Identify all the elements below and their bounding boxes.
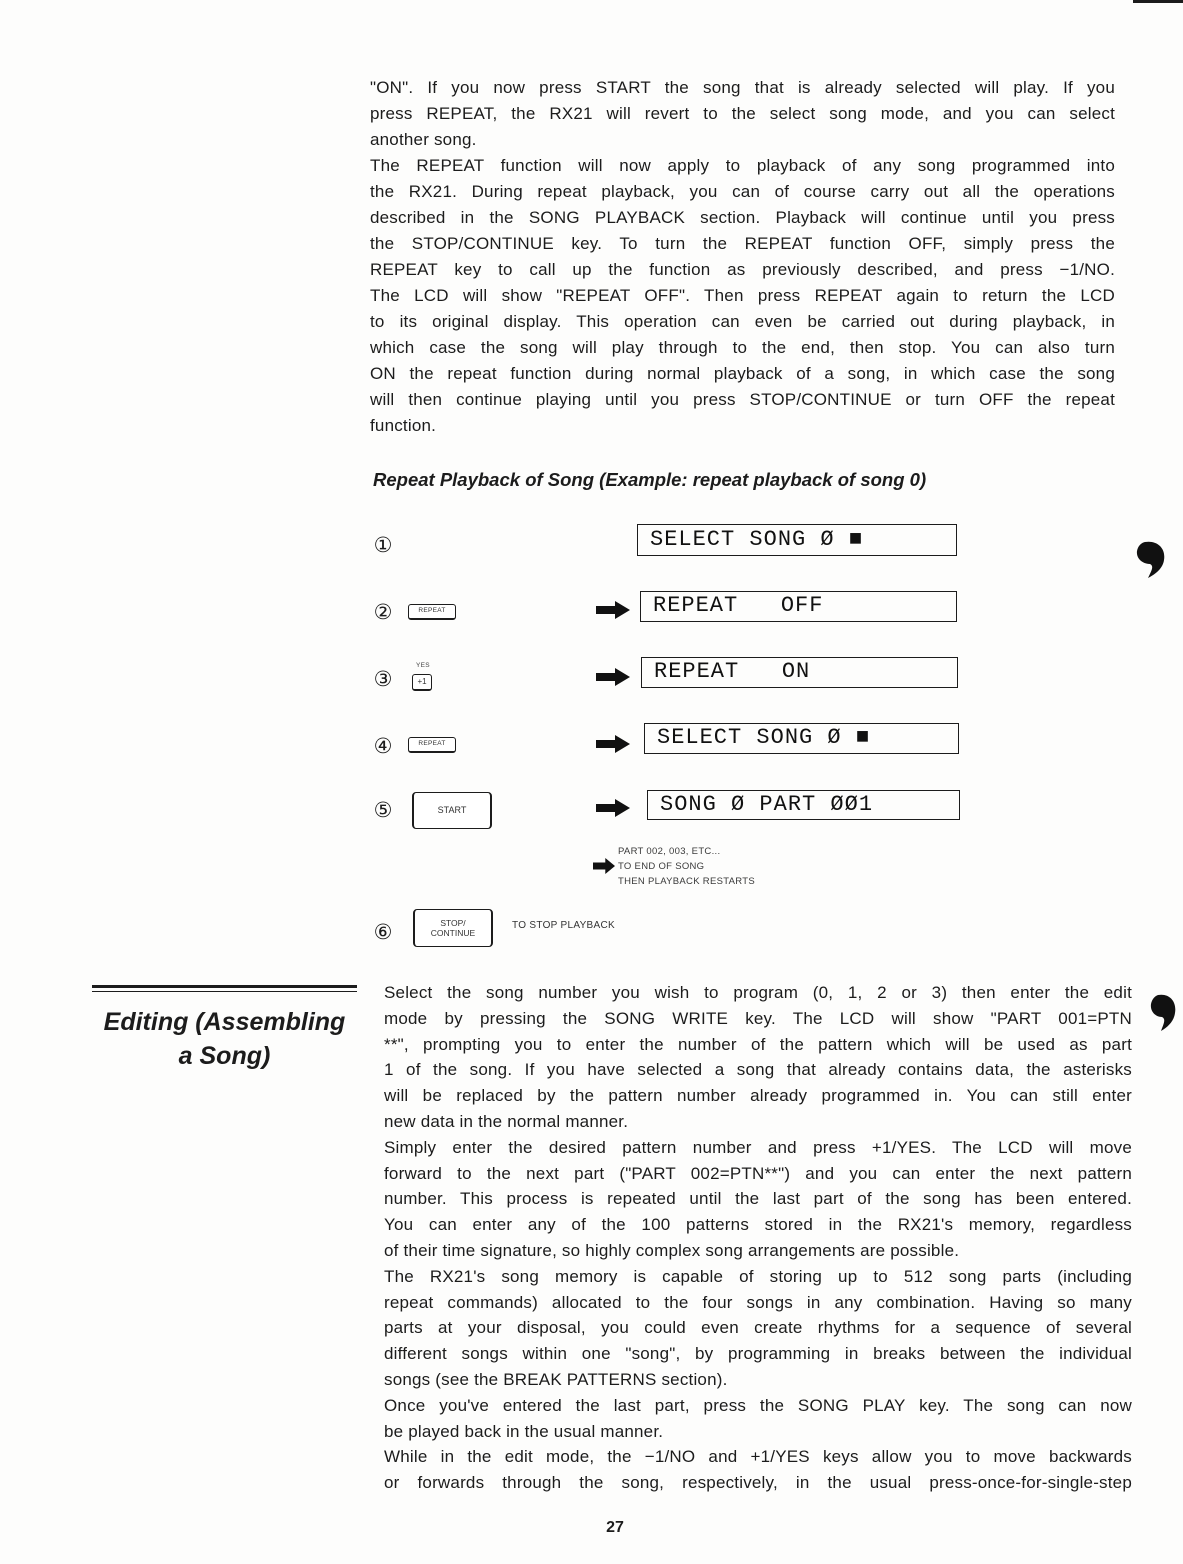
key-label: REPEAT <box>418 740 446 748</box>
text-line: different songs within one "song", by programming in breaks between the individual <box>384 1344 1132 1364</box>
editing-paragraph <box>384 980 1132 1135</box>
editing-paragraph <box>384 1264 1132 1393</box>
text-line: Once you've entered the last part, press the SONG PLAY key. The song can now <box>384 1395 1132 1415</box>
text-line: be played back in the usual manner. <box>384 1421 664 1441</box>
text-line: repeat commands) allocated to the four songs in any combination. Having so many <box>384 1292 1132 1312</box>
text-line: another song. <box>370 130 477 149</box>
step-marker-5: ⑤ <box>373 798 393 822</box>
text-line: songs (see the BREAK PATTERNS section). <box>384 1369 728 1389</box>
playback-note-line: TO END OF SONG <box>618 861 705 872</box>
section-heading-line: Editing (Assembling <box>103 1008 346 1036</box>
playback-note-line: THEN PLAYBACK RESTARTS <box>618 876 755 887</box>
text-line: to its original display. This operation can even be carried out during playback, in <box>370 312 1115 331</box>
text-line: The RX21's song memory is capable of storing up to 512 song parts (including <box>384 1266 1132 1286</box>
repeat-key-illustration <box>408 604 456 620</box>
text-line: of their time signature, so highly complex song arrangements are possible. <box>384 1240 960 1260</box>
page-number: 27 <box>606 1519 624 1536</box>
section-divider <box>92 991 357 992</box>
editing-paragraph <box>384 1444 1132 1496</box>
stop-playback-note: TO STOP PLAYBACK <box>512 920 615 931</box>
section-heading-line: a Song) <box>178 1042 271 1070</box>
text-line: the RX21. During repeat playback, you can of course carry out all the operations <box>370 182 1115 201</box>
step-marker-3: ③ <box>373 667 393 691</box>
lcd-display: SELECT SONG Ø ■ <box>644 723 959 754</box>
text-line: new data in the normal manner. <box>384 1111 629 1131</box>
text-line: The LCD will show "REPEAT OFF". Then press REPEAT again to return the LCD <box>370 286 1115 305</box>
right-arrow-icon <box>596 735 630 753</box>
text-line: "ON". If you now press START the song that is already selected will play. If you <box>370 78 1115 97</box>
text-line: REPEAT key to call up the function as previously described, and press −1/NO. <box>370 260 1115 279</box>
text-line: **", prompting you to enter the number of the pattern which will be used as part <box>384 1034 1132 1054</box>
step-marker-6: ⑥ <box>373 920 393 944</box>
right-arrow-icon <box>596 668 630 686</box>
right-arrow-icon <box>596 601 630 619</box>
step-marker-4: ④ <box>373 734 393 758</box>
text-line: The REPEAT function will now apply to playback of any song programmed into <box>370 156 1115 175</box>
text-line: or forwards through the song, respectively, in the usual press-once-for-single-step <box>384 1473 1132 1493</box>
key-label: START <box>437 805 467 815</box>
repeat-key-illustration <box>408 737 456 753</box>
editing-text <box>384 980 1132 1496</box>
text-line: function. <box>370 416 437 435</box>
text-line: forward to the next part ("PART 002=PTN**") and you can enter the next pattern <box>384 1163 1132 1183</box>
text-line: ON the repeat function during normal playback of a song, in which case the song <box>370 364 1115 383</box>
text-line: Simply enter the desired pattern number and press +1/YES. The LCD will move <box>384 1137 1132 1157</box>
lcd-display: SELECT SONG Ø ■ <box>637 524 957 556</box>
text-line: parts at your disposal, you could even create rhythms for a sequence of several <box>384 1318 1132 1338</box>
start-key-illustration <box>412 792 492 829</box>
stop-continue-key-illustration <box>413 909 493 947</box>
page-edge-mark <box>1133 0 1183 3</box>
lcd-display: SONG Ø PART ØØ1 <box>647 790 960 820</box>
example-heading: Repeat Playback of Song (Example: repeat playback of song 0) <box>373 469 927 490</box>
lcd-display: REPEAT OFF <box>640 591 957 622</box>
text-line: press REPEAT, the RX21 will revert to the select song mode, and you can select <box>370 104 1115 123</box>
text-line: You can enter any of the 100 patterns stored in the RX21's memory, regardless <box>384 1215 1132 1235</box>
key-label-line: STOP/ <box>440 918 466 928</box>
intro-text <box>370 75 1115 439</box>
text-line: number. This process is repeated until the last part of the song has been entered. <box>384 1189 1132 1209</box>
text-line: described in the SONG PLAYBACK section. Playback will continue until you press <box>370 208 1115 227</box>
intro-paragraph <box>370 75 1115 153</box>
lcd-display: REPEAT ON <box>641 657 958 688</box>
playback-note <box>618 844 755 889</box>
text-line: While in the edit mode, the −1/NO and +1/YES keys allow you to move backwards <box>384 1447 1132 1467</box>
binder-hole-mark <box>1133 540 1167 578</box>
key-label-line: CONTINUE <box>430 928 476 938</box>
text-line: mode by pressing the SONG WRITE key. The LCD will show "PART 001=PTN <box>384 1008 1132 1028</box>
editing-paragraph <box>384 1393 1132 1445</box>
editing-paragraph <box>384 1135 1132 1264</box>
section-heading <box>92 1005 357 1073</box>
intro-paragraph <box>370 153 1115 439</box>
binder-hole-mark <box>1149 993 1177 1031</box>
text-line: will then continue playing until you press STOP/CONTINUE or turn OFF the repeat <box>370 390 1115 409</box>
text-line: 1 of the song. If you have selected a song that already contains data, the asterisks <box>384 1060 1132 1080</box>
text-line: Select the song number you wish to program (0, 1, 2 or 3) then enter the edit <box>384 983 1132 1002</box>
right-arrow-icon <box>596 799 630 817</box>
text-line: will be replaced by the pattern number already programmed in. You can still enter <box>384 1086 1132 1106</box>
right-arrow-icon <box>593 858 615 874</box>
section-divider <box>92 985 357 988</box>
playback-note-line: PART 002, 003, ETC... <box>618 846 721 857</box>
text-line: which case the song will play through to the end, then stop. You can also turn <box>370 338 1115 357</box>
key-label: REPEAT <box>418 607 446 615</box>
text-line: the STOP/CONTINUE key. To turn the REPEAT function OFF, simply press the <box>370 234 1115 253</box>
plus-one-key-illustration <box>412 674 432 691</box>
step-marker-1: ① <box>373 533 393 557</box>
key-label: +1 <box>417 677 427 686</box>
step-marker-2: ② <box>373 600 393 624</box>
yes-key-caption: YES <box>416 662 430 669</box>
